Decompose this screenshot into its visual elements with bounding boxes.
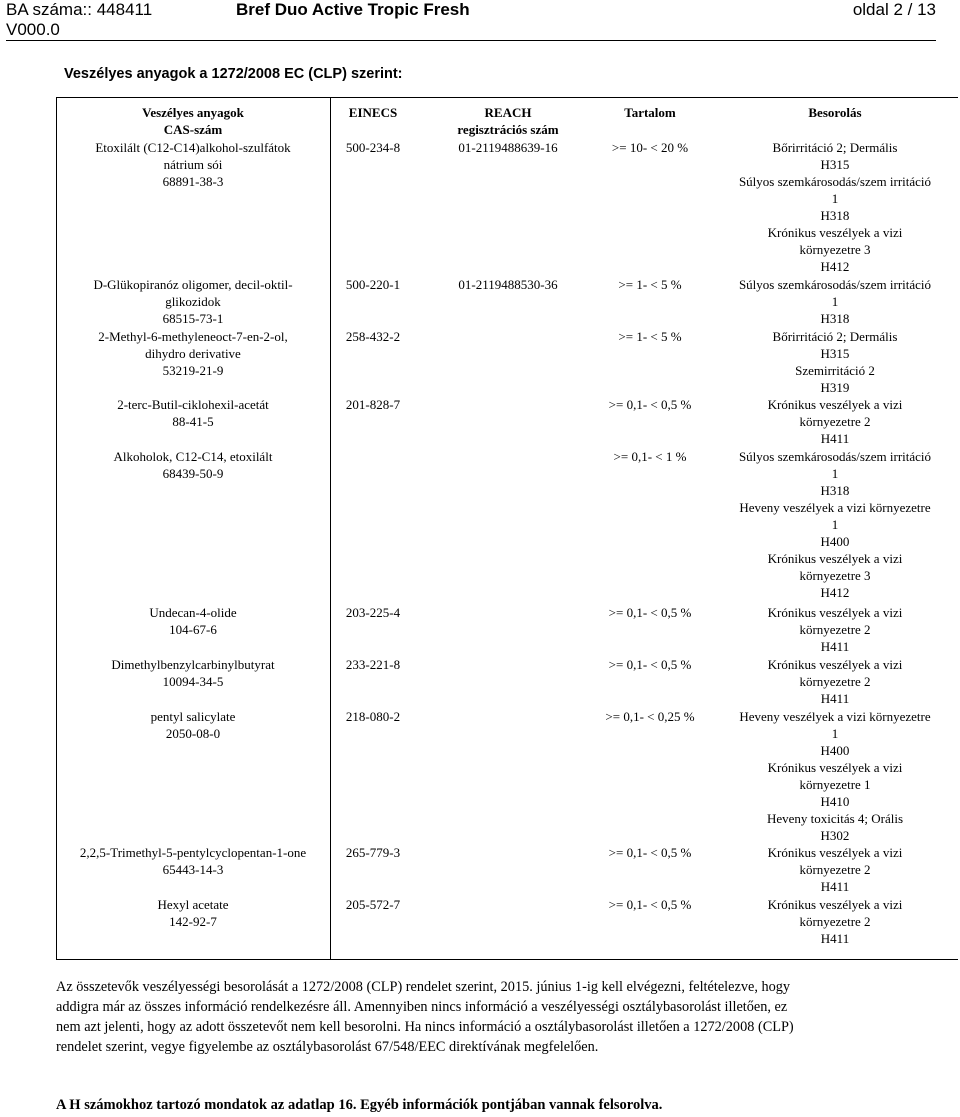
einecs-number: 205-572-7 [345,897,401,912]
substance-name: Etoxilált (C12-C14)alkohol-szulfátok [95,140,291,155]
header-line [6,0,936,24]
classification-line: H411 [820,691,850,706]
cas-number: 142-92-7 [169,914,217,929]
classification-line: Heveny veszélyek a vizi környezetre [739,709,931,724]
content-range: >= 1- < 5 % [618,277,682,292]
content-range: >= 1- < 5 % [618,329,682,344]
classification-line: Krónikus veszélyek a vizi [767,397,903,412]
substance-name: 2-Methyl-6-methyleneoct-7-en-2-ol, [98,329,288,344]
cas-number: 2050-08-0 [165,726,221,741]
classification-line: Súlyos szemkárosodás/szem irritáció [738,449,932,464]
classification-line: Krónikus veszélyek a vizi [767,551,903,566]
classification-line: H319 [820,380,850,395]
document-number: BA száma:: 448411 [6,0,153,19]
classification-line: környezetre 3 [799,242,871,257]
substance-name: glikozidok [165,294,221,309]
classification-line: H400 [820,534,850,549]
header-reach-number: regisztrációs szám [457,122,559,137]
header-reach: REACH [484,105,532,120]
content-range: >= 0,1- < 0,5 % [608,657,692,672]
classification-line: környezetre 2 [799,622,871,637]
classification-line: H411 [820,879,850,894]
classification-line: H302 [820,828,850,843]
classification-line: környezetre 1 [799,777,871,792]
header-einecs: EINECS [348,105,398,120]
einecs-number: 500-234-8 [345,140,401,155]
footnote-line: rendelet szerint, vegye figyelembe az osztálybasorolást 67/548/EEC direktívának megfelelően. [56,1039,599,1055]
substance-name: pentyl salicylate [150,709,236,724]
classification-line: H412 [820,259,850,274]
classification-line: Heveny toxicitás 4; Orális [766,811,904,826]
classification-line: H315 [820,346,850,361]
footnote-line: addigra már az összes információ rendelkezésre áll. Amennyiben nincs információ a veszélyességi osztálybasorolást illetően, ez [56,999,788,1015]
einecs-number: 233-221-8 [345,657,401,672]
classification-line: Krónikus veszélyek a vizi [767,225,903,240]
header-classification: Besorolás [808,105,862,120]
classification-line: Krónikus veszélyek a vizi [767,845,903,860]
classification-line: 1 [831,726,839,741]
content-range: >= 10- < 20 % [611,140,689,155]
classification-line: H411 [820,931,850,946]
substance-name: 2-terc-Butil-ciklohexil-acetát [117,397,269,412]
einecs-number: 500-220-1 [345,277,401,292]
classification-line: Súlyos szemkárosodás/szem irritáció [738,174,932,189]
classification-line: Heveny veszélyek a vizi környezetre [739,500,931,515]
classification-line: Krónikus veszélyek a vizi [767,657,903,672]
header-content: Tartalom [624,105,676,120]
footnote [56,977,926,1057]
content-range: >= 0,1- < 0,5 % [608,897,692,912]
footnote-line: Az összetevők veszélyességi besorolását a 1272/2008 (CLP) rendelet szerint, 2015. június 1-ig kell elvégezni, feltételezve, hogy [56,979,791,995]
cas-number: 68515-73-1 [162,311,224,326]
substance-name: dihydro derivative [145,346,241,361]
einecs-number: 218-080-2 [345,709,401,724]
classification-line: környezetre 2 [799,414,871,429]
page-number: oldal 2 / 13 [852,0,936,19]
substance-name: nátrium sói [163,157,223,172]
einecs-number: 203-225-4 [345,605,401,620]
content-range: >= 0,1- < 0,5 % [608,845,692,860]
header-rule [6,40,936,41]
classification-line: Bőrirritáció 2; Dermális [772,329,898,344]
classification-line: Krónikus veszélyek a vizi [767,605,903,620]
classification-line: 1 [831,191,839,206]
substance-name: Dimethylbenzylcarbinylbutyrat [111,657,275,672]
classification-line: 1 [831,517,839,532]
substance-name: 2,2,5-Trimethyl-5-pentylcyclopentan-1-one [79,845,307,860]
classification-line: Krónikus veszélyek a vizi [767,897,903,912]
substance-name: Hexyl acetate [157,897,229,912]
content-range: >= 0,1- < 0,5 % [608,605,692,620]
classification-line: H318 [820,311,850,326]
classification-line: H315 [820,157,850,172]
einecs-number: 258-432-2 [345,329,401,344]
content-range: >= 0,1- < 0,25 % [605,709,695,724]
footnote-line: nem azt jelenti, hogy az adott összetevőt nem kell besorolni. Ha nincs információ a osztálybasorolást illetően a 1272/2008 (CLP) [56,1019,794,1035]
cas-number: 88-41-5 [172,414,214,429]
substance-name: D-Glükopiranóz oligomer, decil-oktil- [93,277,293,292]
classification-line: 1 [831,466,839,481]
cas-number: 65443-14-3 [162,862,224,877]
substance-name: Undecan-4-olide [149,605,237,620]
substance-name: Alkoholok, C12-C14, etoxilált [113,449,273,464]
content-range: >= 0,1- < 1 % [613,449,687,464]
classification-line: környezetre 2 [799,914,871,929]
page-header [6,0,936,42]
version: V000.0 [6,20,60,39]
header-cas: CAS-szám [163,122,223,137]
classification-line: H412 [820,585,850,600]
reach-number: 01-2119488639-16 [458,140,558,155]
classification-line: környezetre 2 [799,862,871,877]
classification-line: H411 [820,639,850,654]
cas-number: 68439-50-9 [162,466,224,481]
reach-number: 01-2119488530-36 [458,277,558,292]
content-range: >= 0,1- < 0,5 % [608,397,692,412]
cas-number: 53219-21-9 [162,363,224,378]
product-name: Bref Duo Active Tropic Fresh [236,0,470,19]
section-title: Veszélyes anyagok a 1272/2008 EC (CLP) szerint: [64,66,403,82]
header-substance: Veszélyes anyagok [142,105,244,120]
einecs-number: 201-828-7 [345,397,401,412]
cas-number: 104-67-6 [169,622,217,637]
classification-line: Krónikus veszélyek a vizi [767,760,903,775]
classification-line: H318 [820,483,850,498]
classification-line: H400 [820,743,850,758]
classification-line: H411 [820,431,850,446]
einecs-number: 265-779-3 [345,845,401,860]
table-column-divider [330,97,331,960]
classification-line: H410 [820,794,850,809]
classification-line: környezetre 3 [799,568,871,583]
classification-line: Szemirritáció 2 [795,363,875,378]
classification-line: Bőrirritáció 2; Dermális [772,140,898,155]
classification-line: H318 [820,208,850,223]
cas-number: 10094-34-5 [162,674,224,689]
h-statements-note: A H számokhoz tartozó mondatok az adatlap 16. Egyéb információk pontjában vannak felsorolva. [56,1097,663,1113]
classification-line: 1 [831,294,839,309]
cas-number: 68891-38-3 [162,174,224,189]
classification-line: környezetre 2 [799,674,871,689]
classification-line: Súlyos szemkárosodás/szem irritáció [738,277,932,292]
